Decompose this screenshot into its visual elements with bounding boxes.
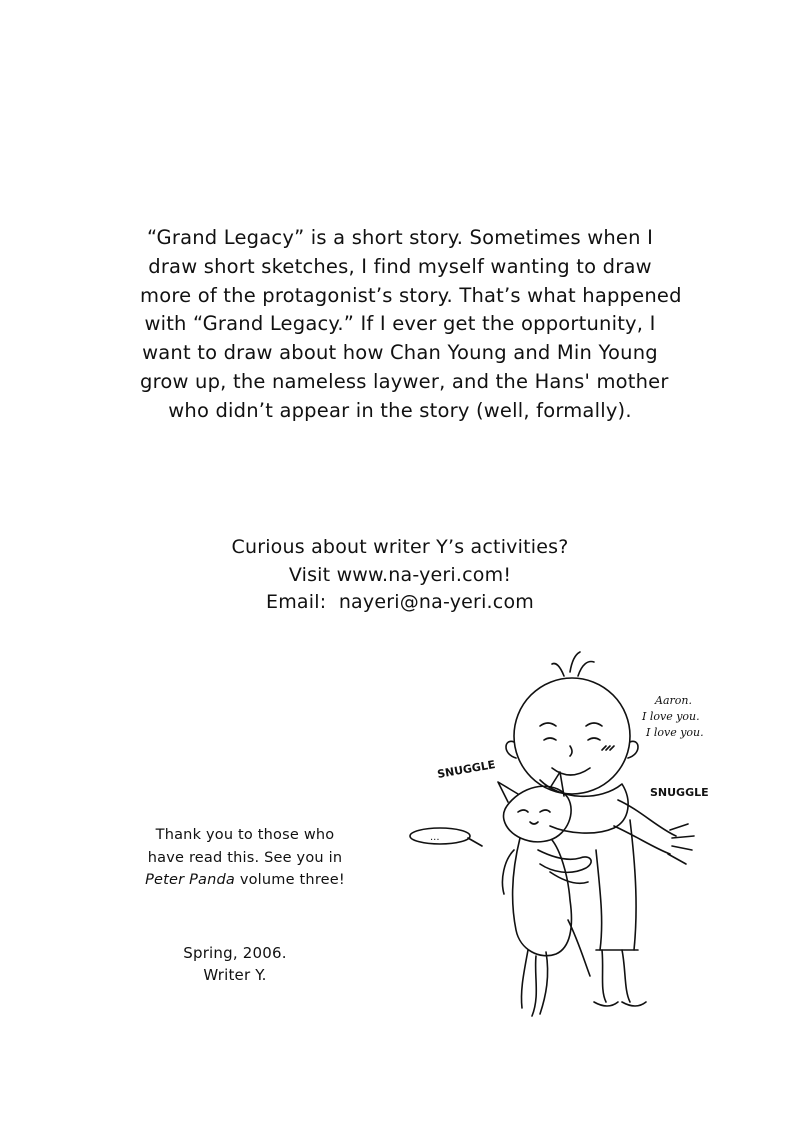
thanks-line: have read this. See you in (147, 849, 343, 866)
intro-line: “Grand Legacy” is a short story. Sometimes when I (146, 226, 654, 249)
signoff (160, 942, 310, 986)
bubble-text: ... (430, 832, 440, 843)
sfx-snuggle-left: SNUGGLE (436, 757, 497, 781)
sfx-snuggle-right: SNUGGLE (650, 786, 709, 799)
hug-illustration (400, 650, 710, 1020)
speech-line: I love you. (642, 710, 700, 723)
intro-line: more of the protagonist’s story. That’s what happened (140, 283, 682, 307)
email-line (200, 589, 600, 617)
visit-suffix: ! (503, 563, 512, 586)
website-text: www.na-yeri.com (336, 563, 504, 586)
cat-speech-bubble (410, 828, 482, 846)
speech-line: I love you. (646, 726, 704, 739)
cat-body (513, 838, 572, 956)
speech-line: Aaron. (655, 694, 692, 707)
thanks-line-suffix: volume three! (235, 872, 345, 888)
signoff-date: Spring, 2006. (183, 944, 287, 962)
email-label: Email: (266, 591, 327, 613)
contact-question: Curious about writer Y’s activities? (231, 536, 569, 558)
intro-line: grow up, the nameless laywer, and the Hans' mother (140, 369, 669, 393)
boy-head (514, 678, 630, 794)
email-address: nayeri@na-yeri.com (338, 591, 534, 613)
series-title: Peter Panda (145, 872, 236, 888)
thanks-line: Thank you to those who (155, 827, 335, 843)
intro-line: draw short sketches, I find myself wanting to draw (148, 254, 652, 278)
visit-line (200, 562, 600, 590)
signoff-author: Writer Y. (203, 966, 267, 984)
thanks-line (130, 869, 360, 892)
thanks-note (130, 824, 360, 892)
contact-block (200, 534, 600, 617)
intro-line: with “Grand Legacy.” If I ever get the opportunity, I (144, 312, 656, 336)
visit-prefix: Visit (288, 563, 337, 586)
intro-line: want to draw about how Chan Young and Min Young (142, 341, 658, 365)
intro-line: who didn’t appear in the story (well, formally). (168, 398, 632, 422)
cat-head (503, 786, 571, 842)
intro-paragraph (140, 224, 682, 426)
